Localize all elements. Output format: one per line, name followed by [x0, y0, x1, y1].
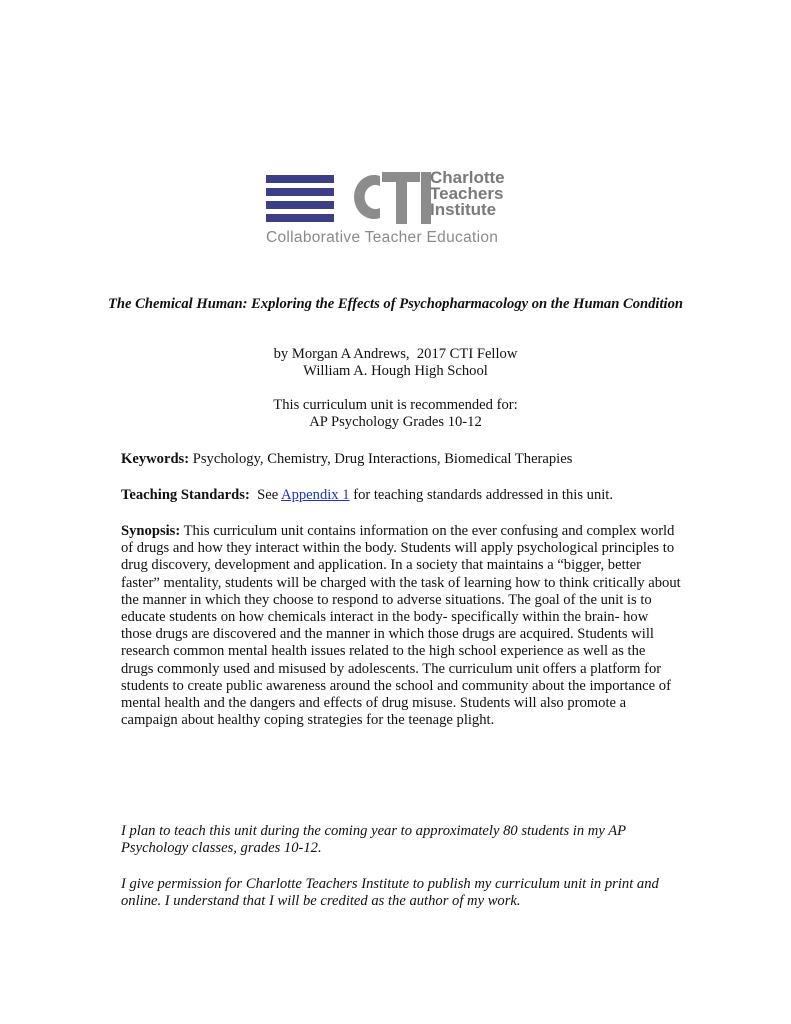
- standards-pre: See: [249, 487, 282, 503]
- standards-post: for teaching standards addressed in this unit.: [349, 487, 613, 503]
- keywords-paragraph: [121, 451, 681, 468]
- appendix-link[interactable]: Appendix 1: [281, 487, 350, 503]
- document-title: The Chemical Human: Exploring the Effects of Psychopharmacology on the Human Condition: [107, 296, 684, 312]
- permission-statement: I give permission for Charlotte Teachers Institute to publish my curriculum unit in print and online. I understand that I will be credited as the author of my work.: [121, 876, 659, 910]
- cti-monogram-icon: [262, 166, 432, 228]
- author-line: by Morgan A Andrews, 2017 CTI Fellow: [273, 346, 518, 362]
- logo-tagline: Collaborative Teacher Education: [266, 229, 499, 246]
- school-line: William A. Hough High School: [303, 363, 488, 379]
- recommendation-grades: AP Psychology Grades 10-12: [309, 414, 482, 430]
- recommendation: [100, 397, 691, 431]
- keywords-label: Keywords:: [121, 451, 190, 467]
- synopsis-label: Synopsis:: [121, 523, 181, 539]
- teaching-standards-paragraph: [121, 487, 681, 504]
- synopsis-paragraph: [121, 523, 681, 729]
- logo-name-line: Charlotte: [430, 168, 505, 187]
- logo-name-line: Institute: [430, 200, 497, 219]
- logo-name-line: Teachers: [430, 184, 504, 203]
- logo-wordmark: [430, 170, 540, 218]
- standards-label: Teaching Standards:: [121, 487, 250, 503]
- keywords-text: Psychology, Chemistry, Drug Interactions, Biomedical Therapies: [189, 451, 573, 467]
- synopsis-text: This curriculum unit contains information on the ever confusing and complex world of drugs and how they interact within the body. Students will apply psychological principles to drug discovery, development and application. In a society that maintains a “bigger, better faster” mentality, students will be charged with the task of learning how to think critically about the manner in which they choose to respond to adverse situations. The goal of the unit is to educate students on how chemicals interact in the body- specifically within the brain- how those drugs are discovered and the manner in which those drugs are acquired. Students will research common mental health issues related to the high school experience as well as the drugs commonly used and misused by adolescents. The curriculum unit offers a platform for students to create public awareness around the school and community about the importance of mental health and the dangers and effects of drug misuse. Students will also promote a campaign about healthy coping strategies for the teenage plight.: [121, 523, 681, 729]
- cti-logo: [262, 166, 532, 250]
- byline: [100, 346, 691, 380]
- recommendation-line: This curriculum unit is recommended for:: [273, 397, 518, 413]
- plan-statement: I plan to teach this unit during the coming year to approximately 80 students in my AP Psychology classes, grades 10-12.: [121, 823, 626, 857]
